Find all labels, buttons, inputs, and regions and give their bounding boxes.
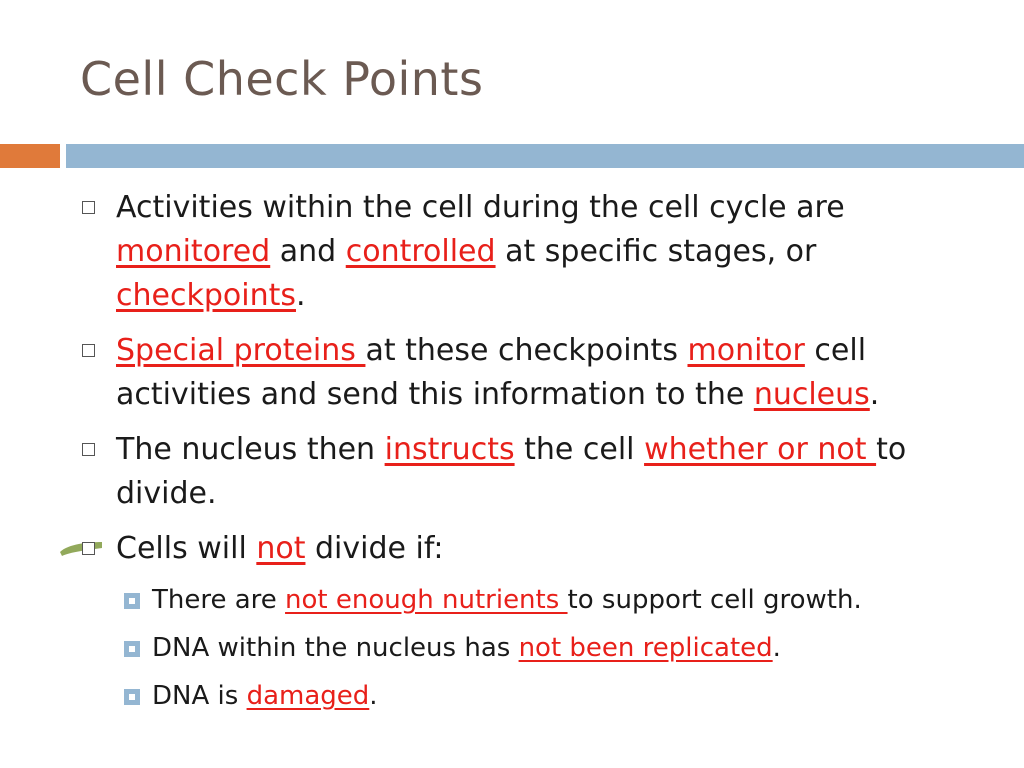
filled-square-icon <box>124 593 140 609</box>
bullet-4: Cells will not divide if: <box>116 527 956 571</box>
square-outline-icon <box>82 201 95 214</box>
square-outline-icon <box>82 443 95 456</box>
sub-bullet-3: DNA is damaged. <box>152 678 952 714</box>
sub-bullet-1: There are not enough nutrients to support cell growth. <box>152 582 952 618</box>
sub-bullet-2: DNA within the nucleus has not been replicated. <box>152 630 952 666</box>
filled-square-icon <box>124 689 140 705</box>
square-outline-icon <box>82 542 95 555</box>
filled-square-icon <box>124 641 140 657</box>
slide-title: Cell Check Points <box>80 52 484 106</box>
bullet-2: Special proteins at these checkpoints monitor cell activities and send this information to the nucleus. <box>116 329 956 417</box>
bullet-3: The nucleus then instructs the cell whether or not to divide. <box>116 428 956 516</box>
accent-bar-blue <box>66 144 1024 168</box>
accent-bar-orange <box>0 144 60 168</box>
square-outline-icon <box>82 344 95 357</box>
bullet-1: Activities within the cell during the cell cycle are monitored and controlled at specific stages, or checkpoints. <box>116 186 956 318</box>
